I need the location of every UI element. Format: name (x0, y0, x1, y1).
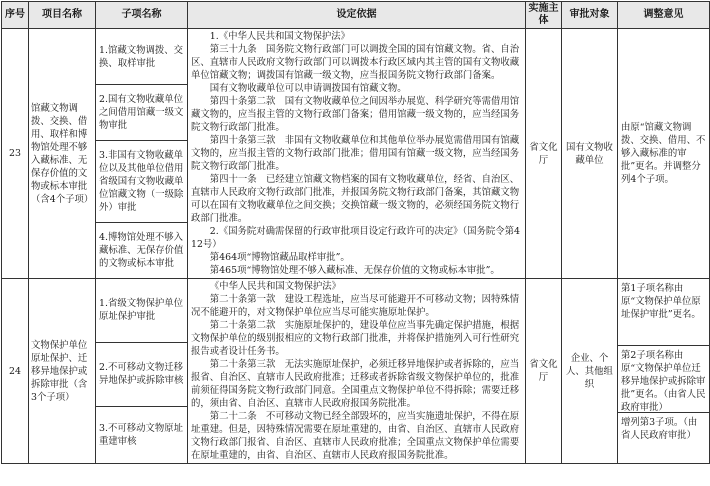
basis-paragraph: 第465项“博物馆处理不够入藏标准、无保存价值的文物或标本审批”。 (209, 265, 500, 276)
subitem-cell: 2.国有文物收藏单位之间借用馆藏一级文物审批 (96, 85, 188, 141)
basis-paragraph: 第464项“博物馆藏品取样审批”。 (209, 252, 350, 263)
basis-paragraph: 1.《中华人民共和国文物保护法》 (209, 31, 350, 42)
header-no: 序号 (2, 2, 29, 29)
subitem-cell: 3.不可移动文物原址重建审核 (96, 406, 188, 463)
adjustment-opinion: 由原“馆藏文物调拨、交换、借用、不够入藏标准的审批”更名。并调整分列4个子项。 (618, 29, 710, 279)
row-number: 24 (2, 279, 29, 464)
basis-paragraph: 第二十条第二款 实施原址保护的，建设单位应当事先确定保护措施，根据文物保护单位的级别报相应的文物行政部门批准，并将保护措施列入可行性研究报告或者设计任务书。 (191, 320, 520, 357)
basis-cell (188, 279, 526, 464)
approval-target: 企业、个人、其他组织 (562, 279, 618, 464)
subitem-cell: 3.非国有文物收藏单位以及其他单位借用省级国有文物收藏单位馆藏文物（一级除外）审批 (96, 141, 188, 223)
table-row (2, 279, 710, 343)
adjustment-note: 增列第3子项。（由省人民政府审批） (621, 417, 698, 441)
header-target: 审批对象 (562, 2, 618, 29)
header-project: 项目名称 (29, 2, 96, 29)
basis-paragraph: 第四十条第二款 国有文物收藏单位之间因举办展览、科学研究等需借用馆藏文物的，应当报主管的文物行政部门备案；借用馆藏一级文物的，应当经国务院文物行政部门批准。 (191, 96, 520, 133)
adjustment-opinion (618, 279, 710, 464)
basis-cell (188, 29, 526, 279)
header-subject: 实施主体 (526, 2, 562, 29)
basis-paragraph: 第四十一条 已经建立馆藏文物档案的国有文物收藏单位，经省、自治区、直辖市人民政府文物行政部门批准，并报国务院文物行政部门备案，其馆藏文物可以在国有文物收藏单位之间交换；交换馆藏一级文物的，必须经国务院文物行政部门批准。 (191, 174, 520, 224)
header-subitem: 子项名称 (96, 2, 188, 29)
basis-paragraph: 第二十条第三款 无法实施原址保护，必须迁移异地保护或者拆除的，应当报省、自治区、直辖市人民政府批准；迁移或者拆除省级文物保护单位的，批准前须征得国务院文物行政部门同意。全国重点文物保护单位不得拆除；需要迁移的，须由省、自治区、直辖市人民政府报国务院批准。 (191, 359, 520, 409)
implementing-subject: 省文化厅 (526, 29, 562, 279)
subitem-cell: 1.馆藏文物调拨、交换、取样审批 (96, 29, 188, 85)
subitem-cell: 2.不可移动文物迁移异地保护或拆除审核 (96, 342, 188, 406)
basis-paragraph: 第四十条第三款 非国有文物收藏单位和其他单位举办展览需借用国有馆藏文物的，应当报主管的文物行政部门批准；借用国有馆藏一级文物，应当经国务院文物行政部门批准。 (191, 135, 520, 172)
implementing-subject: 省文化厅 (526, 279, 562, 464)
header-row (2, 2, 710, 29)
subitem-cell: 1.省级文物保护单位原址保护审批 (96, 279, 188, 343)
project-name: 馆藏文物调拨、交换、借用、取样和博物馆处理不够入藏标准、无保存价值的文物或标本审批（含4个子项） (29, 29, 96, 279)
row-number: 23 (2, 29, 29, 279)
project-name: 文物保护单位原址保护、迁移异地保护或拆除审批（含3个子项） (29, 279, 96, 464)
header-adjust: 调整意见 (618, 2, 710, 29)
basis-paragraph: 第三十九条 国务院文物行政部门可以调拨全国的国有馆藏文物。省、自治区、直辖市人民政府文物行政部门可以调拨本行政区域内其主管的国有文物收藏单位馆藏文物；调拨国有馆藏一级文物，应当报国务院文物行政部门备案。 (191, 44, 520, 81)
adjustment-note: 第1子项名称由原“文物保护单位原址保护审批”更名。 (618, 279, 709, 346)
approval-target: 国有文物收藏单位 (562, 29, 618, 279)
adjustment-note: 第2子项名称由原“文物保护单位迁移异地保护或拆除审批”更名。（由省人民政府审批） (618, 346, 709, 413)
basis-paragraph: 第二十条第一款 建设工程选址，应当尽可能避开不可移动文物；因特殊情况不能避开的，对文物保护单位应当尽可能实施原址保护。 (191, 294, 520, 318)
basis-paragraph: 第二十二条 不可移动文物已经全部毁坏的，应当实施遗址保护，不得在原址重建。但是，因特殊情况需要在原址重建的，由省、自治区、直辖市人民政府文物行政部门报省、自治区、直辖市人民政府批准；全国重点文物保护单位需要在原址重建的，由省、自治区、直辖市人民政府报国务院批准。 (191, 411, 520, 461)
basis-paragraph: 2.《国务院对确需保留的行政审批项目设定行政许可的决定》（国务院令第412号） (191, 226, 521, 250)
header-basis: 设定依据 (188, 2, 526, 29)
subitem-cell: 4.博物馆处理不够入藏标准、无保存价值的文物或标本审批 (96, 223, 188, 279)
table-row (2, 29, 710, 85)
basis-paragraph: 国有文物收藏单位可以申请调拨国有馆藏文物。 (209, 83, 407, 94)
basis-paragraph: 《中华人民共和国文物保护法》 (209, 281, 342, 292)
approval-items-table (1, 1, 710, 464)
